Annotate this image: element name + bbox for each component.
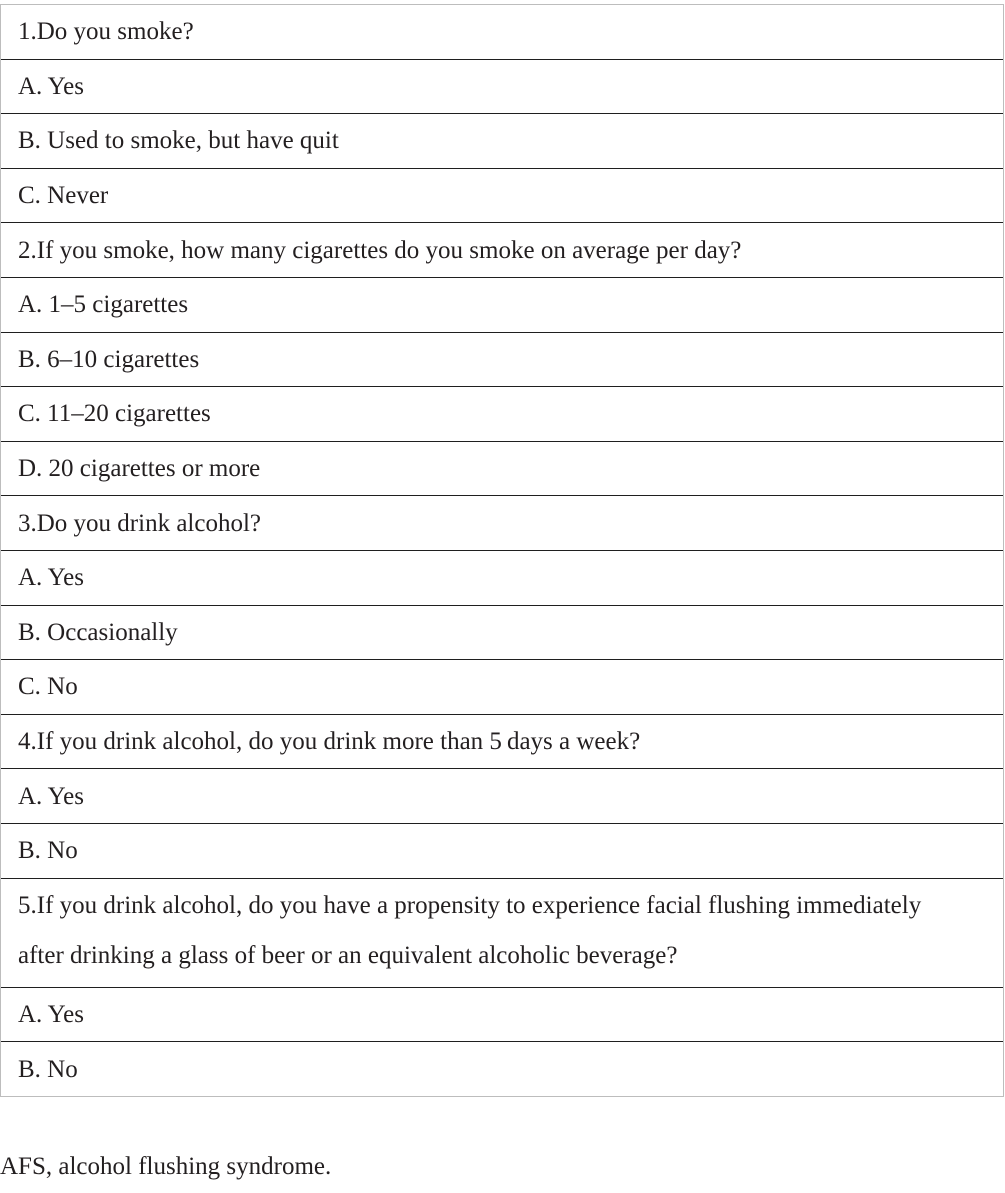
option-text: D. 20 cigarettes or more [18, 455, 261, 483]
question-2-option-c [1, 387, 1003, 442]
question-2-option-d [1, 442, 1003, 497]
question-5-option-a [1, 988, 1003, 1043]
table-footnote: AFS, alcohol flushing syndrome. [0, 1153, 332, 1180]
question-1 [1, 5, 1003, 60]
question-3-option-c [1, 660, 1003, 715]
question-3-option-b [1, 606, 1003, 661]
question-1-option-b [1, 114, 1003, 169]
option-text: A. Yes [18, 564, 85, 592]
question-5-option-b [1, 1042, 1003, 1097]
option-text: A. 1–5 cigarettes [18, 291, 189, 319]
option-text: A. Yes [18, 782, 85, 810]
option-text: B. No [18, 1055, 78, 1083]
question-text: 4.If you drink alcohol, do you drink more than 5 days a week? [18, 728, 641, 756]
question-2 [1, 223, 1003, 278]
option-text: A. Yes [18, 72, 85, 100]
question-4 [1, 715, 1003, 770]
option-text: B. 6–10 cigarettes [18, 345, 200, 373]
question-text: 2.If you smoke, how many cigarettes do you smoke on average per day? [18, 236, 742, 264]
question-text: 3.Do you drink alcohol? [18, 509, 262, 537]
question-4-option-b [1, 824, 1003, 879]
question-5 [1, 879, 1003, 988]
option-text: B. Used to smoke, but have quit [18, 127, 339, 155]
option-text: B. No [18, 837, 78, 865]
option-text: C. 11–20 cigarettes [18, 400, 211, 428]
option-text: C. No [18, 673, 78, 701]
question-2-option-a [1, 278, 1003, 333]
question-text: 5.If you drink alcohol, do you have a propensity to experience facial flushing immediately after drinking a glass of beer or an equivalent alcoholic beverage? [18, 891, 922, 969]
option-text: C. Never [18, 182, 109, 210]
question-text: 1.Do you smoke? [18, 18, 194, 46]
question-3-option-a [1, 551, 1003, 606]
question-3 [1, 496, 1003, 551]
questionnaire-table [0, 4, 1004, 1097]
question-4-option-a [1, 769, 1003, 824]
question-1-option-c [1, 169, 1003, 224]
option-text: A. Yes [18, 1001, 85, 1029]
option-text: B. Occasionally [18, 618, 178, 646]
question-2-option-b [1, 333, 1003, 388]
question-1-option-a [1, 60, 1003, 115]
